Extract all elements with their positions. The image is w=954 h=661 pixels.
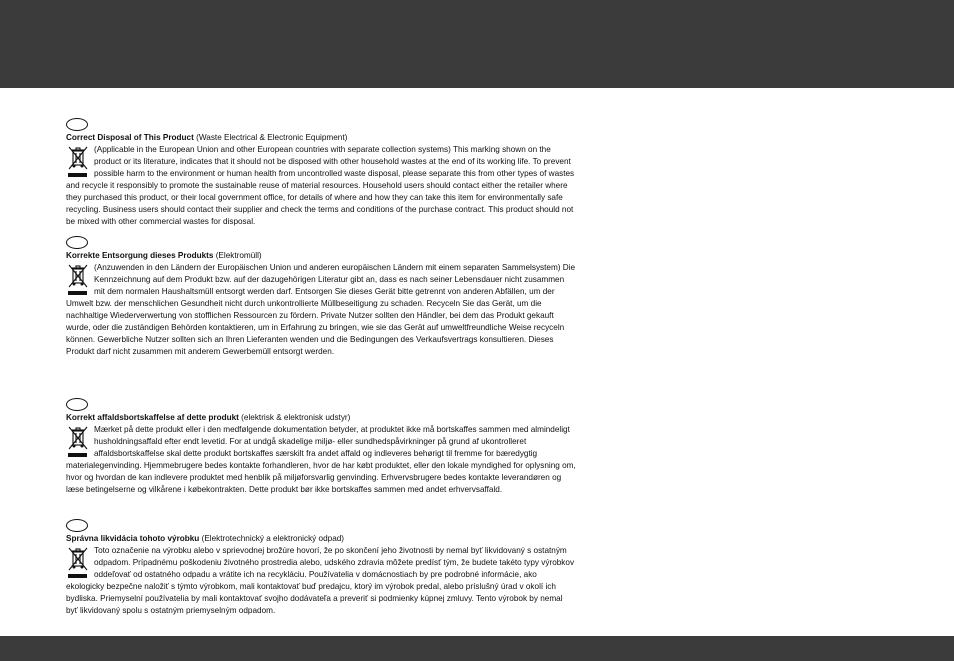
section-subtitle: (Elektromüll) xyxy=(215,251,262,260)
bottom-banner xyxy=(0,636,954,661)
section-german xyxy=(66,236,576,358)
section-body: Mærket på dette produkt eller i den medfølgende dokumentation betyder, at produktet ikke må bortskaffes sammen med almindeligt husholdningsaffald efter endt levetid. For at undgå skadelige miljø- eller sundhedspåvirkninger på grund af ukontrolleret affaldsbortskaffelse skal dette produkt bortskaffes særskilt fra andet affald og indleveres behørigt til fremme for bæredygtig materialegenvinding. Hjemmebrugere bedes kontakte forhandleren, hvor de har købt produktet, eller den lokale myndighed for oplysning om, hvor og hvordan de kan indlevere produktet med henblik på miljøforsvarlig genvinding. Erhvervsbrugere bedes kontakte leverandøren og læse betingelserne og vilkårene i købekontrakten. Dette produkt bør ikke bortskaffes sammen med andet erhvervsaffald. xyxy=(66,425,576,494)
section-title: Správna likvidácia tohoto výrobku xyxy=(66,534,200,543)
section-subtitle: (elektrisk & elektronisk udstyr) xyxy=(241,413,351,422)
section-title: Korrekt affaldsbortskaffelse af dette produkt xyxy=(66,413,239,422)
section-heading xyxy=(66,533,576,545)
section-heading xyxy=(66,250,576,262)
section-title: Correct Disposal of This Product xyxy=(66,133,194,142)
language-oval-icon xyxy=(66,519,88,532)
section-slovak xyxy=(66,519,576,617)
section-subtitle: (Waste Electrical & Electronic Equipment) xyxy=(196,133,348,142)
section-title: Korrekte Entsorgung dieses Produkts xyxy=(66,251,214,260)
section-heading xyxy=(66,412,576,424)
section-body: (Applicable in the European Union and other European countries with separate collection systems) This marking shown on the product or its literature, indicates that it should not be disposed with other household wastes at the end of its working life. To prevent possible harm to the environment or human health from uncontrolled waste disposal, please separate this from other types of wastes and recycle it responsibly to promote the sustainable reuse of material resources. Household users should contact either the retailer where they purchased this product, or their local government office, for details of where and how they can take this item for environmentally safe recycling. Business users should contact their supplier and check the terms and conditions of the purchase contract. This product should not be mixed with other commercial wastes for disposal. xyxy=(66,145,575,226)
section-heading xyxy=(66,132,576,144)
language-oval-icon xyxy=(66,118,88,131)
crossed-bin-icon xyxy=(66,262,90,296)
crossed-bin-icon xyxy=(66,144,90,178)
section-body: (Anzuwenden in den Ländern der Europäischen Union und anderen europäischen Ländern mit einem separaten Sammelsystem) Die Kennzeichnung auf dem Produkt bzw. auf der dazugehörigen Literatur gibt an, dass es nach seiner Lebensdauer nicht zusammen mit dem normalen Haushaltsmüll entsorgt werden darf. Entsorgen Sie dieses Gerät bitte getrennt von anderen Abfällen, um der Umwelt bzw. der menschlichen Gesundheit nicht durch unkontrollierte Müllbeseitigung zu schaden. Recyceln Sie das Gerät, um die nachhaltige Wiederverwertung von stofflichen Ressourcen zu fördern. Private Nutzer sollten den Händler, bei dem das Produkt gekauft wurde, oder die zuständigen Behörden kontaktieren, um in Erfahrung zu bringen, wie sie das Gerät auf umweltfreundliche Weise recyceln können. Gewerbliche Nutzer sollten sich an Ihren Lieferanten wenden und die Bedingungen des Verkaufsvertrags konsultieren. Dieses Produkt darf nicht zusammen mit anderem Gewerbemüll entsorgt werden. xyxy=(66,263,576,356)
section-subtitle: (Elektrotechnický a elektronický odpad) xyxy=(201,534,345,543)
section-english xyxy=(66,118,576,228)
section-body: Toto označenie na výrobku alebo v sprievodnej brožúre hovorí, že po skončení jeho životnosti by nemal byť likvidovaný s ostatným odpadom. Prípadnému poškodeniu životného prostredia alebo, udského zdravia môžete predísť tým, že budete takéto typy výrobkov oddeľovať od ostatného odpadu a vrátite ich na recykláciu. Používatelia v domácnostiach by pre podrobné informácie, ako ekologicky bezpečne naložiť s týmto výrobkom, mali kontaktovať buď predajcu, ktorý im výrobok predal, alebo príslušný úrad v okolí ich bydliska. Priemyselní používatelia by mali kontaktovať svojho dodávateľa a preveriť si podmienky kúpnej zmluvy. Tento výrobok by nemal byť likvidovaný spolu s ostatným priemyselným odpadom. xyxy=(66,546,575,615)
section-danish xyxy=(66,398,576,496)
crossed-bin-icon xyxy=(66,545,90,579)
crossed-bin-icon xyxy=(66,424,90,458)
language-oval-icon xyxy=(66,236,88,249)
language-oval-icon xyxy=(66,398,88,411)
top-banner xyxy=(0,0,954,88)
